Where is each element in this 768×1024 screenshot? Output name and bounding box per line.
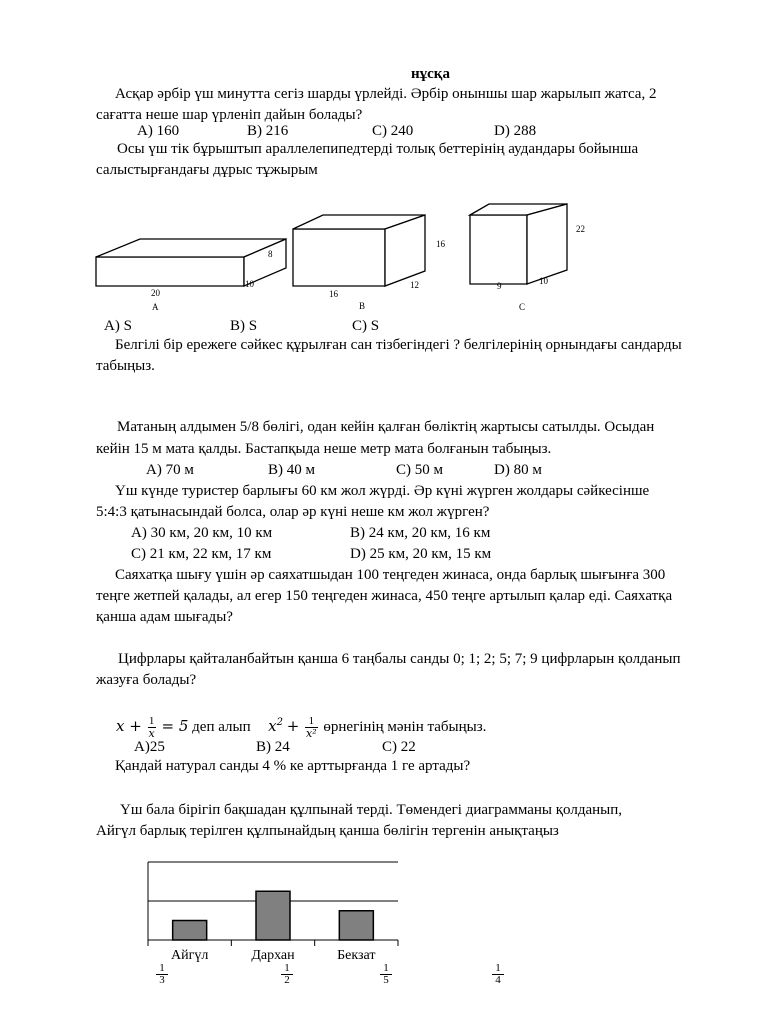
box-c-label: C	[519, 302, 526, 312]
q1-option-c[interactable]: C) 240	[372, 123, 414, 139]
q1-text-line1: Асқар әрбір үш минутта сегіз шарды үрлейді. Әрбір оныншы шар жарылып жатса, 2	[115, 86, 657, 102]
parallelepipeds-figure	[80, 195, 620, 320]
box-c-depth: 10	[539, 276, 548, 286]
q10-option-4[interactable]: 1 4	[492, 963, 504, 986]
q9-text-line1: Қандай натурал санды 4 % ке арттырғанда 1 ге артады?	[115, 758, 471, 774]
q5-option-a[interactable]: A) 30 км, 20 км, 10 км	[131, 525, 273, 541]
q8-text-mid: деп алып	[192, 719, 251, 735]
box-b-height: 16	[436, 239, 445, 249]
q1-option-d[interactable]: D) 288	[494, 123, 537, 139]
box-c-width: 9	[497, 281, 502, 291]
q2-option-c[interactable]: C) S	[352, 318, 380, 334]
q4-option-b[interactable]: B) 40 м	[268, 462, 315, 478]
box-a-height: 8	[268, 249, 273, 259]
q2-text-line1: Осы үш тік бұрыштып араллелепипедтерді толық беттерінің аудандары бойынша	[117, 141, 639, 157]
q8-expr-b-fraction	[305, 716, 318, 739]
q2-option-a[interactable]: A) S	[104, 318, 132, 334]
category-label-0: Айгүл	[170, 948, 209, 963]
q8-expression-line	[116, 709, 486, 741]
q4-text-line2: кейін 15 м мата қалды. Бастапқыда неше метр мата болғанын табыңыз.	[96, 441, 552, 457]
q8-expr-b-sup: 2	[276, 717, 283, 728]
q4-option-c[interactable]: C) 50 м	[396, 462, 443, 478]
box-b-depth: 12	[410, 280, 419, 290]
box-a-depth: 10	[245, 279, 254, 289]
q8-expr-b-num: 1	[305, 716, 318, 728]
q5-option-d[interactable]: D) 25 км, 20 км, 15 км	[350, 546, 492, 562]
q8-expr-a-den: x	[148, 727, 155, 741]
q5-text-line2: 5:4:3 қатынасындай болса, олар әр күні неше км жол жүрген?	[96, 504, 490, 520]
q8-option-b[interactable]: B) 24	[256, 739, 290, 755]
box-b-width: 16	[329, 289, 338, 299]
q7-text-line2: жазуға болады?	[96, 672, 197, 688]
variant-header: нұсқа	[411, 66, 450, 82]
q8-expr-b-plus: +	[286, 717, 300, 735]
q8-expr-a-tail: = 5	[161, 717, 189, 735]
q7-text-line1: Цифрлары қайталанбайтын қанша 6 таңбалы санды 0; 1; 2; 5; 7; 9 цифрларын қолданып	[118, 651, 681, 667]
q1-text-line2: сағатта неше шар үрленіп дайын болады?	[96, 107, 363, 123]
q5-option-b[interactable]: B) 24 км, 20 км, 16 км	[350, 525, 491, 541]
q8-expr-b-den: x²	[306, 727, 317, 741]
box-c-height: 22	[576, 224, 585, 234]
q1-option-b[interactable]: B) 216	[247, 123, 289, 139]
q8-text-end: өрнегінің мәнін табыңыз.	[323, 719, 487, 735]
q6-text-line2: теңге жетпей қалады, ал егер 150 теңгеден жинаса, 450 теңге артылып қалар еді. Саяхатқа	[96, 588, 673, 604]
box-c	[470, 204, 567, 284]
q6-text-line3: қанша адам шығады?	[96, 609, 233, 625]
category-label-2: Бекзат	[337, 948, 376, 963]
box-a-label: A	[152, 302, 159, 312]
box-a	[96, 239, 286, 286]
q3-text-line2: табыңыз.	[96, 358, 155, 374]
q5-option-c[interactable]: C) 21 км, 22 км, 17 км	[131, 546, 272, 562]
q3-text-line1: Белгілі бір ережеге сәйкес құрылған сан тізбегіндегі ? белгілерінің орнындағы сандарды	[115, 337, 682, 353]
q2-option-b[interactable]: B) S	[230, 318, 258, 334]
q2-text-line2: салыстырғандағы дұрыс тұжырым	[96, 162, 318, 178]
strawberry-bar-chart	[120, 850, 420, 970]
q10-option-3[interactable]: 1 5	[380, 963, 392, 986]
box-a-width: 20	[151, 288, 160, 298]
q4-option-a[interactable]: A) 70 м	[146, 462, 194, 478]
q10-text-line2: Айгүл барлық терілген құлпынайдың қанша бөлігін тергенін анықтаңыз	[96, 823, 559, 839]
box-b-label: B	[359, 301, 366, 311]
q10-text-line1: Үш бала бірігіп бақшадан құлпынай терді. Төмендегі диаграмманы қолданып,	[120, 802, 622, 818]
bar-1	[256, 891, 290, 940]
category-label-1: Дархан	[251, 948, 295, 963]
q1-option-a[interactable]: A) 160	[137, 123, 180, 139]
box-b	[293, 215, 425, 286]
q4-text-line1: Матаның алдымен 5/8 бөлігі, одан кейін қалған бөліктің жартысы сатылды. Осыдан	[117, 419, 655, 435]
q6-text-line1: Саяхатқа шығу үшін әр саяхатшыдан 100 теңгеден жинаса, онда барлық шығынға 300	[115, 567, 666, 583]
q8-expr-b-lead: x	[268, 717, 277, 735]
q8-option-a[interactable]: A)25	[134, 739, 165, 755]
q10-option-2[interactable]: 1 2	[281, 963, 293, 986]
q5-text-line1: Үш күнде туристер барлығы 60 км жол жүрді. Әр күні жүрген жолдары сәйкесінше	[115, 483, 650, 499]
q8-option-c[interactable]: C) 22	[382, 739, 416, 755]
bar-2	[339, 911, 373, 940]
q8-expr-a-lead: x +	[116, 717, 142, 735]
q4-option-d[interactable]: D) 80 м	[494, 462, 542, 478]
q8-expr-a-fraction	[148, 716, 156, 739]
q8-expr-a-num: 1	[148, 715, 155, 728]
q10-option-1[interactable]: 1 3	[156, 963, 168, 986]
bar-0	[173, 921, 207, 941]
